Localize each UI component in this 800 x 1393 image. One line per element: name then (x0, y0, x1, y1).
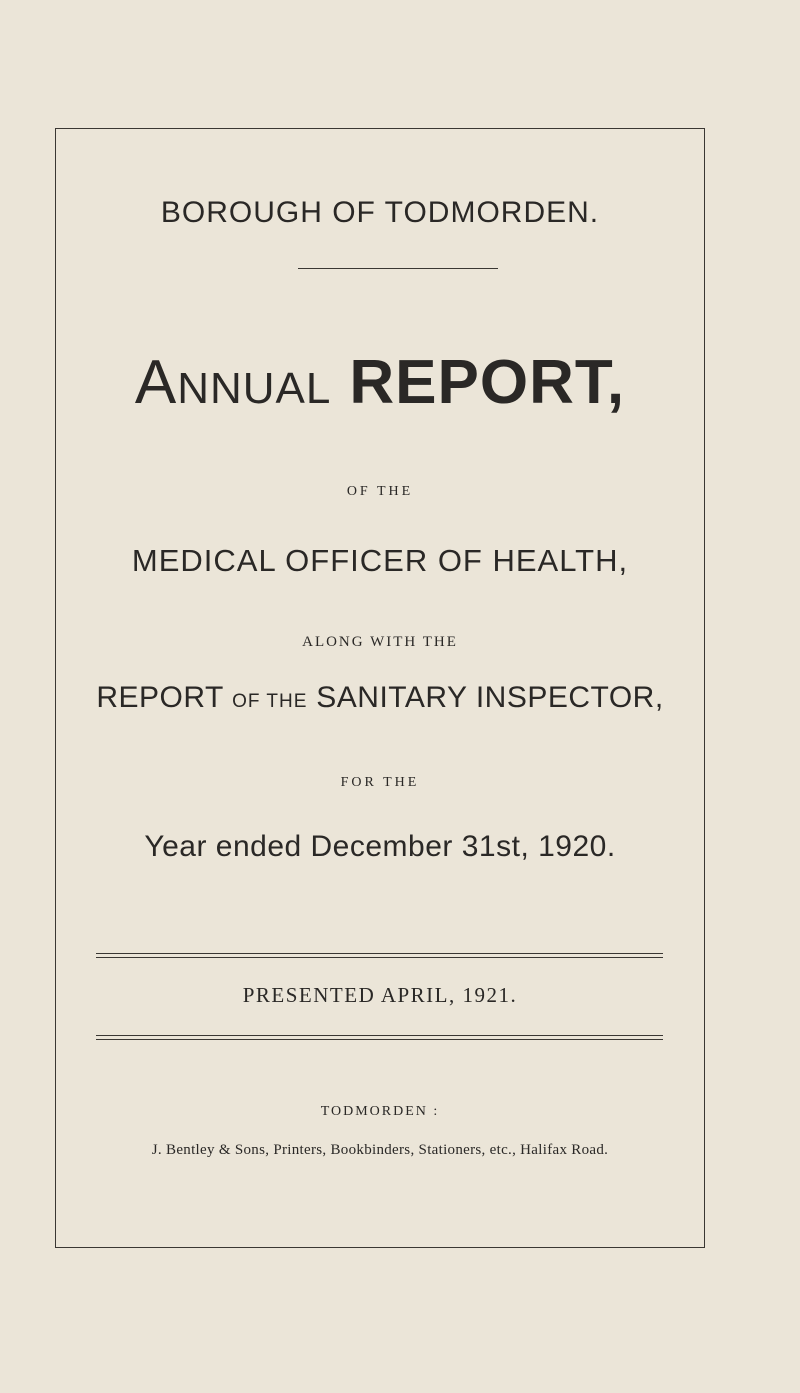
medical-officer-heading: MEDICAL OFFICER OF HEALTH, (131, 543, 629, 578)
place-name: TODMORDEN : (320, 1104, 440, 1119)
along-with-text: ALONG WITH THE (302, 634, 458, 650)
for-the-text: FOR THE (340, 775, 420, 790)
year-ended-heading: Year ended December 31st, 1920. (144, 830, 616, 863)
printer-imprint: J. Bentley & Sons, Printers, Bookbinders, Stationers, etc., Halifax Road. (151, 1142, 609, 1158)
report-prefix: REPORT (96, 681, 224, 714)
of-the-small: OF THE (232, 691, 308, 712)
double-rule-top (96, 953, 663, 958)
report-word: REPORT, (349, 348, 626, 417)
borough-heading: BOROUGH OF TODMORDEN. (160, 196, 600, 229)
sanitary-inspector-heading (56, 681, 704, 715)
short-rule (298, 268, 498, 269)
of-the-text: OF THE (346, 484, 414, 499)
annual-report-title (56, 348, 704, 417)
annual-first-letter: A (134, 348, 178, 417)
sanitary-inspector: SANITARY INSPECTOR, (316, 681, 664, 714)
annual-rest: NNUAL (177, 364, 332, 413)
presented-date: PRESENTED APRIL, 1921. (242, 983, 518, 1007)
double-rule-bottom (96, 1035, 663, 1040)
